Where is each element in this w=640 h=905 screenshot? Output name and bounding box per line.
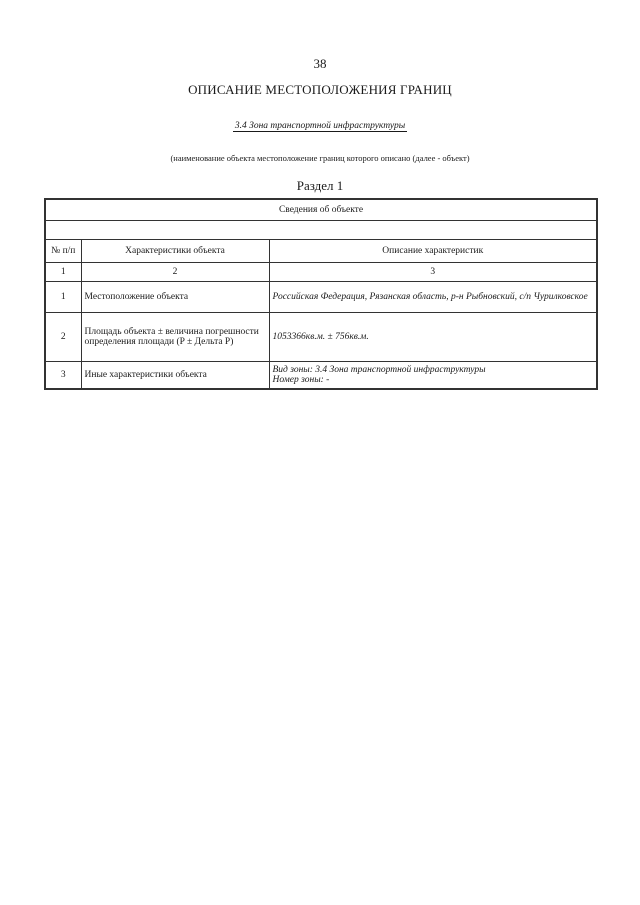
object-info-table: [44, 198, 598, 390]
row-num: 3: [45, 362, 81, 390]
column-header-characteristic: Характеристики объекта: [81, 240, 269, 263]
column-header-description: Описание характеристик: [269, 240, 597, 263]
row-num: 2: [45, 313, 81, 362]
row-num: 1: [45, 282, 81, 313]
object-name: [0, 121, 640, 131]
object-name-text: 3.4 Зона транспортной инфраструктуры: [234, 121, 406, 131]
table-row: [45, 362, 597, 390]
column-header-num: № п/п: [45, 240, 81, 263]
row-description: 1053366кв.м. ± 756кв.м.: [269, 313, 597, 362]
row-description: Российская Федерация, Рязанская область, р-н Рыбновский, с/п Чурилковское: [269, 282, 597, 313]
table-column-numbers: [45, 263, 597, 282]
zone-type-line: Вид зоны: 3.4 Зона транспортной инфраструктуры: [272, 365, 486, 375]
column-number-2: 2: [81, 263, 269, 282]
table-row: [45, 282, 597, 313]
table-row: [45, 313, 597, 362]
section-title: Раздел 1: [296, 178, 344, 193]
table-header-row: [45, 199, 597, 221]
row-characteristic: Площадь объекта ± величина погрешности определения площади (P ± Дельта P): [81, 313, 269, 362]
object-caption: (наименование объекта местоположение границ которого описано (далее - объект): [170, 153, 470, 163]
table-column-headers: [45, 240, 597, 263]
row-characteristic: Местоположение объекта: [81, 282, 269, 313]
row-description: [269, 362, 597, 390]
column-number-1: 1: [45, 263, 81, 282]
table-header: Сведения об объекте: [45, 199, 597, 221]
row-characteristic: Иные характеристики объекта: [81, 362, 269, 390]
table-spacer-row: [45, 221, 597, 240]
zone-number-line: Номер зоны: -: [272, 375, 330, 385]
column-number-3: 3: [269, 263, 597, 282]
document-title: ОПИСАНИЕ МЕСТОПОЛОЖЕНИЯ ГРАНИЦ: [188, 82, 452, 97]
page-number: 38: [313, 56, 327, 71]
table-spacer-cell: [45, 221, 597, 240]
